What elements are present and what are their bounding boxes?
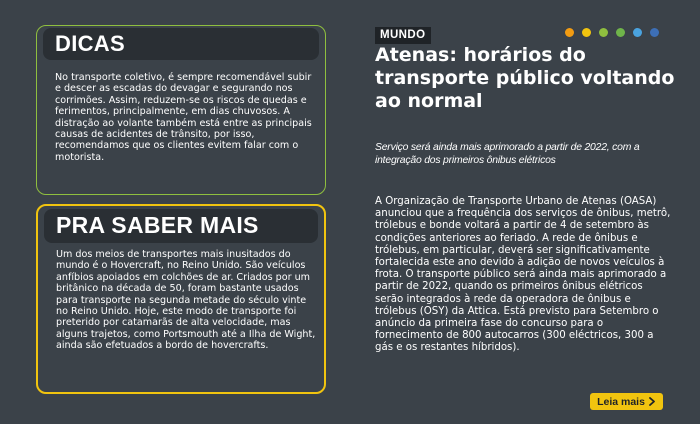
read-more-button[interactable] — [590, 393, 663, 410]
dot-green — [616, 28, 625, 37]
section-tag[interactable]: MUNDO — [375, 27, 431, 44]
dot-blue — [650, 28, 659, 37]
chevron-right-icon — [648, 397, 656, 406]
read-more-label: Leia mais — [597, 395, 645, 408]
dot-orange — [565, 28, 574, 37]
tips-header — [43, 28, 319, 60]
more-info-text: Um dos meios de transportes mais inusitados do mundo é o Hovercraft, no Reino Unido. São veículos anfíbios apoiados em colchões de ar. Criados por um britânico na década de 50, foram bastante usados para transporte na segunda metade do século vinte no Reino Unido. Hoje, este modo de transporte foi preterido por catamarãs de alta velocidade, mas alguns trajetos, como Portsmouth até a Ilha de Wight, ainda são efetuados a bordo de hovercrafts. — [56, 249, 316, 352]
tips-title: DICAS — [55, 31, 125, 56]
dot-light-green — [599, 28, 608, 37]
tips-card — [36, 25, 326, 195]
tips-text: No transporte coletivo, é sempre recomendável subir e descer as escadas do devagar e segurando nos corrimões. Assim, reduzem-se os riscos de quedas e ferimentos, principalmente, em dias chuvosos. A distração ao volante também está entre as principais causas de acidentes de trânsito, por isso, recomendamos que os clientes evitem falar com o motorista. — [55, 72, 312, 163]
dot-yellow — [582, 28, 591, 37]
article-body: A Organização de Transporte Urbano de Atenas (OASA) anunciou que a frequência dos serviços de ônibus, metrô, trólebus e bonde voltará a partir de 4 de setembro às condições anteriores ao feriado. A rede de ônibus e trólebus, em particular, deverá ser significativamente fortalecida este ano devido à adição de novos veículos à frota. O transporte público será ainda mais aprimorado a partir de 2022, quando os primeiros ônibus elétricos serão integrados à rede da operadora de ônibus e trólebus (OSY) da Attica. Está previsto para Setembro o anúncio da primeira fase do concurso para o fornecimento de 800 autocarros (300 eléctricos, 300 a gás e os restantes híbridos). — [375, 196, 671, 354]
article-subtitle: Serviço será ainda mais aprimorado a partir de 2022, com a integração dos primeiros ônibus elétricos — [375, 142, 640, 166]
article-headline: Atenas: horários do transporte público voltando ao normal — [375, 44, 675, 112]
more-info-header — [44, 209, 318, 243]
more-info-card — [36, 204, 326, 394]
dot-light-blue — [633, 28, 642, 37]
more-info-title: PRA SABER MAIS — [56, 212, 259, 238]
